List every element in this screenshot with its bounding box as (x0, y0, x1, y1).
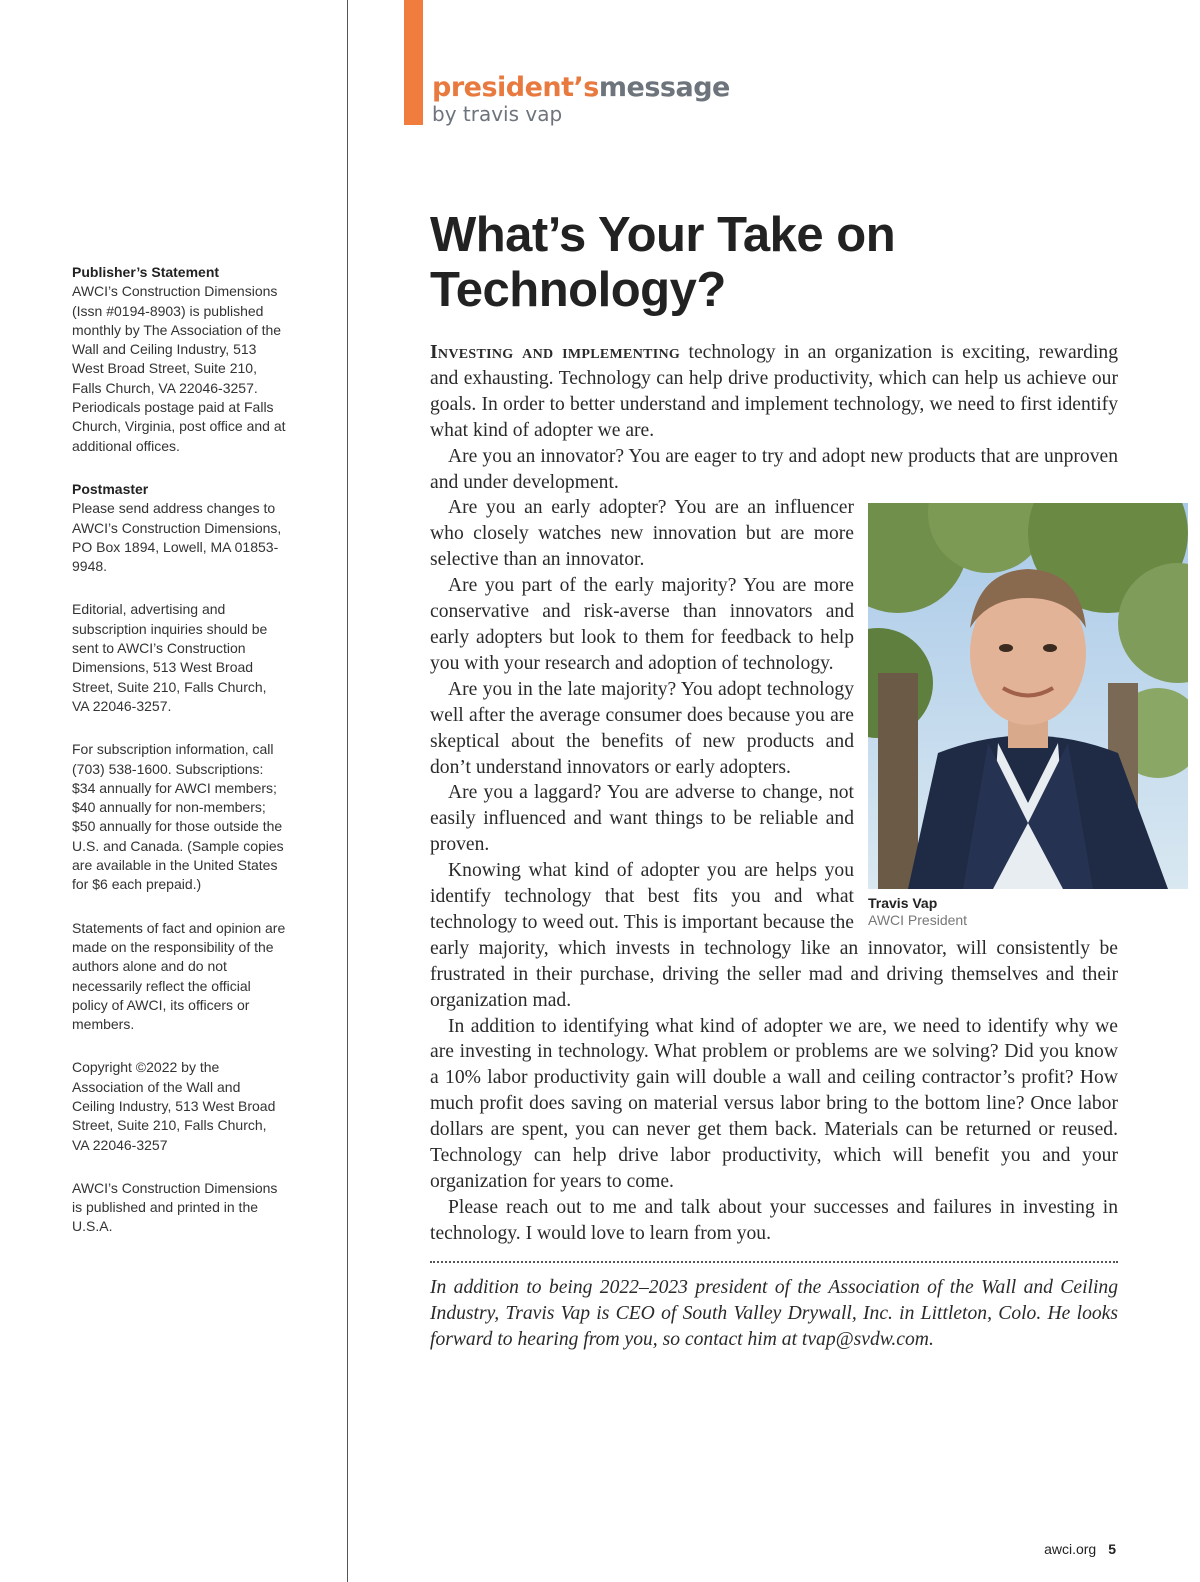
president-portrait-photo (868, 503, 1188, 889)
dotted-separator (430, 1261, 1118, 1263)
copyright-text: Copyright ©2022 by the Association of the Wall and Ceiling Industry, 513 West Broad Street, Suite 210, Falls Church, VA 22046-3257 (72, 1059, 276, 1153)
editorial-text: Editorial, advertising and subscription inquiries should be sent to AWCI’s Construction Dimensions, 513 West Broad Street, Suite 210, Falls Church, VA 22046-3257. (72, 601, 268, 714)
section-accent-bar (404, 0, 423, 125)
page-number: 5 (1108, 1541, 1116, 1557)
article-body (430, 340, 1118, 1352)
publisher-statement-block (72, 263, 287, 456)
section-title (432, 70, 730, 106)
column-divider (347, 0, 348, 1582)
photo-caption-name: Travis Vap (868, 895, 938, 912)
publisher-statement-text: AWCI’s Construction Dimensions (Issn #0194-8903) is published monthly by The Association of the Wall and Ceiling Industry, 513 West Broad Street, Suite 210, Falls Church, VA 22046-3257. Periodicals postage paid at Falls Church, Virginia, post office and at additional offices. (72, 283, 286, 454)
article-paragraph: Please reach out to me and talk about your successes and failures in investing in technology. I would love to learn from you. (430, 1196, 1118, 1244)
copyright-block (72, 1058, 287, 1154)
section-title-message: message (598, 72, 730, 103)
photo-caption-title: AWCI President (868, 912, 968, 929)
section-title-president: president’s (432, 72, 599, 103)
page-footer (1044, 1541, 1116, 1557)
printed-block (72, 1179, 287, 1237)
article-paragraph (430, 340, 1118, 444)
article-paragraph: In addition to identifying what kind of adopter we are, we need to identify why we are investing in technology. What problem or problems are we solving? Did you know a 10% labor productivity gain will double a wall and ceiling contractor’s profit? How much profit does saving on material versus labor bring to the bottom line? Once labor dollars are spent, you can never get them back. Materials can be returned or reused. Technology can help drive labor productivity, which will benefit you and your organization for years to come. (430, 1015, 1118, 1192)
postmaster-title: Postmaster (72, 480, 149, 497)
paragraph-1-text: technology in an organization is exciting, rewarding and exhausting. Technology can help drive productivity, which can help us achieve our goals. In order to better understand and implement technology, we need to first identify what kind of adopter we are. (430, 342, 1118, 441)
publisher-statement-title: Publisher’s Statement (72, 264, 220, 280)
statements-text: Statements of fact and opinion are made on the responsibility of the authors alone and do not necessarily reflect the official policy of AWCI, its officers or members. (72, 919, 286, 1033)
postmaster-text: Please send address changes to AWCI’s Construction Dimensions, PO Box 1894, Lowell, MA 01853-9948. (72, 500, 282, 575)
byline: by travis vap (432, 102, 563, 126)
article-paragraph: Are you an innovator? You are eager to try and adopt new products that are unproven and under development. (430, 445, 1118, 493)
article-paragraph: Knowing what kind of adopter you are helps you identify technology that best fits you and what technology to weed out. This is important because the early majority, which invests in technology like an innovator, will consistently be frustrated in their purchase, driving the seller mad and driving themselves and their organization mad. (430, 860, 1118, 1011)
author-bio: In addition to being 2022–2023 president of the Association of the Wall and Ceiling Industry, Travis Vap is CEO of South Valley Drywall, Inc. in Littleton, Colo. He looks forward to hearing from you, so contact him at tvap@svdw.com. (430, 1276, 1118, 1350)
footer-site: awci.org (1044, 1541, 1097, 1557)
lead-in: Investing and implementing (430, 342, 681, 363)
subscription-text: For subscription information, call (703) 538-1600. Subscriptions: $34 annually for AWCI members; $40 annually for non-members; $50 annually for those outside the U.S. and Canada. (Sample copies are available in the United States for $6 each prepaid.) (72, 741, 284, 893)
president-photo-figure (868, 503, 1188, 929)
article-headline: What’s Your Take on Technology? (430, 208, 896, 317)
subscription-block (72, 740, 287, 894)
printed-text: AWCI’s Construction Dimensions is published and printed in the U.S.A. (72, 1179, 278, 1235)
publisher-sidebar (72, 263, 287, 1261)
article-paragraph: Are you part of the early majority? You are more conservative and risk-averse than innovators and early adopters but look to them for feedback to help you with your research and adoption of technology. (430, 575, 854, 674)
postmaster-block (72, 480, 287, 576)
article-paragraph: Are you in the late majority? You adopt technology well after the average consumer does because you are skeptical about the benefits of new products and don’t understand innovators or early adopters. (430, 678, 854, 778)
article-paragraph: Are you an early adopter? You are an influencer who closely watches new innovation but are more selective than an innovator. (430, 497, 854, 571)
editorial-block (72, 600, 287, 716)
article-paragraph: Are you a laggard? You are adverse to change, not easily influenced and want things to be reliable and proven. (430, 782, 854, 856)
statements-block (72, 919, 287, 1035)
